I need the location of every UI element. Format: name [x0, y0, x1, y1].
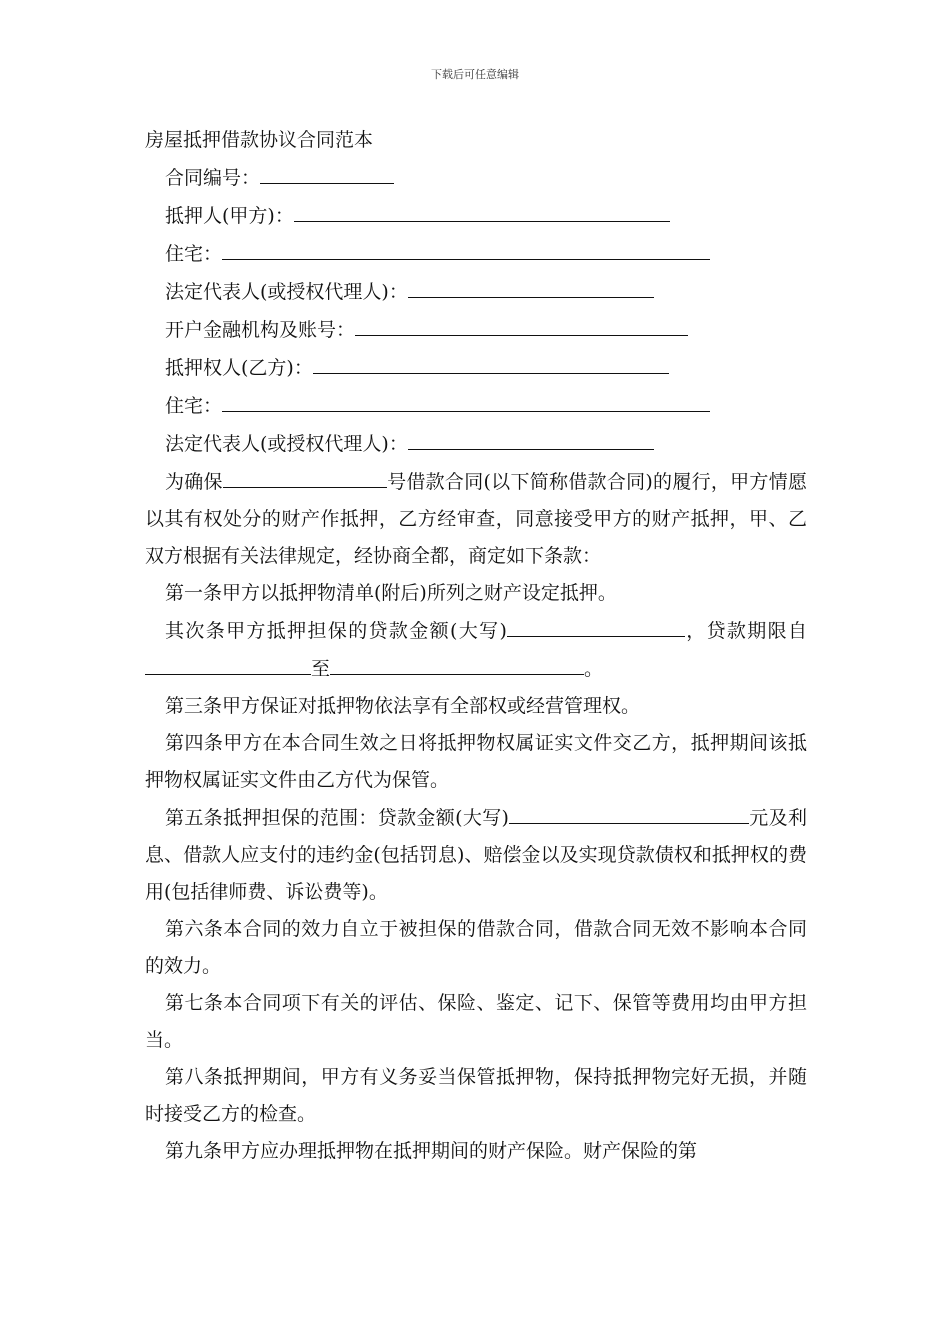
field-label: 法定代表人(或授权代理人)：: [165, 281, 408, 303]
fill-blank[interactable]: [294, 197, 670, 222]
fill-blank[interactable]: [313, 349, 669, 374]
article-9: 第九条甲方应办理抵押物在抵押期间的财产保险。财产保险的第: [165, 1140, 698, 1162]
article-2: 其次条甲方抵押担保的贷款金额(大写) ，贷款期限自至 。: [145, 612, 807, 688]
field-label: 住宅：: [165, 243, 223, 265]
field-label: 开户金融机构及账号：: [165, 319, 356, 341]
intro-paragraph: 为确保 号借款合同(以下简称借款合同)的履行，甲方情愿以其有权处分的财产作抵押，乙方经审查，同意接受甲方的财产抵押，甲、乙双方根据有关法律规定，经协商全都，商定如下条款：: [145, 463, 807, 575]
field-bank-account: [145, 311, 807, 349]
article-8: 第八条抵押期间，甲方有义务妥当保管抵押物，保持抵押物完好无损，并随时接受乙方的检查。: [145, 1066, 807, 1125]
fill-blank[interactable]: [222, 235, 710, 260]
field-label: 抵押人(甲方)：: [165, 205, 294, 227]
fill-blank[interactable]: [145, 650, 311, 675]
field-label: 法定代表人(或授权代理人)：: [165, 433, 408, 455]
document-title: 房屋抵押借款协议合同范本: [145, 129, 374, 151]
fill-blank[interactable]: [507, 612, 685, 637]
field-contract-number: [145, 159, 807, 197]
article-3: 第三条甲方保证对抵押物依法享有全部权或经营管理权。: [165, 695, 641, 717]
fill-blank[interactable]: [222, 387, 710, 412]
article-7: 第七条本合同项下有关的评估、保险、鉴定、记下、保管等费用均由甲方担当。: [145, 992, 807, 1051]
article-5: 第五条抵押担保的范围：贷款金额(大写) 元及利息、借款人应支付的违约金(包括罚息)、赔偿金以及实现贷款债权和抵押权的费用(包括律师费、诉讼费等)。: [145, 799, 807, 911]
field-mortgagor: [145, 197, 807, 235]
field-label: 合同编号：: [165, 167, 261, 189]
document-body: [145, 122, 807, 1170]
field-mortgagee-address: [145, 387, 807, 425]
article-4: 第四条甲方在本合同生效之日将抵押物权属证实文件交乙方，抵押期间该抵押物权属证实文件由乙方代为保管。: [145, 732, 807, 791]
field-mortgagor-representative: [145, 273, 807, 311]
article-1: 第一条甲方以抵押物清单(附后)所列之财产设定抵押。: [165, 582, 617, 604]
fill-blank[interactable]: [330, 650, 584, 675]
page-header-note: 下载后可任意编辑: [431, 68, 519, 81]
fill-blank[interactable]: [355, 311, 688, 336]
field-label: 抵押权人(乙方)：: [165, 357, 313, 379]
fill-blank[interactable]: [408, 425, 654, 450]
fill-blank[interactable]: [408, 273, 654, 298]
field-mortgagee: [145, 349, 807, 387]
fill-blank[interactable]: [509, 799, 749, 824]
field-label: 住宅：: [165, 395, 223, 417]
article-6: 第六条本合同的效力自立于被担保的借款合同，借款合同无效不影响本合同的效力。: [145, 918, 807, 977]
field-mortgagor-address: [145, 235, 807, 273]
fill-blank[interactable]: [260, 159, 394, 184]
fill-blank[interactable]: [223, 463, 387, 488]
field-mortgagee-representative: [145, 425, 807, 463]
